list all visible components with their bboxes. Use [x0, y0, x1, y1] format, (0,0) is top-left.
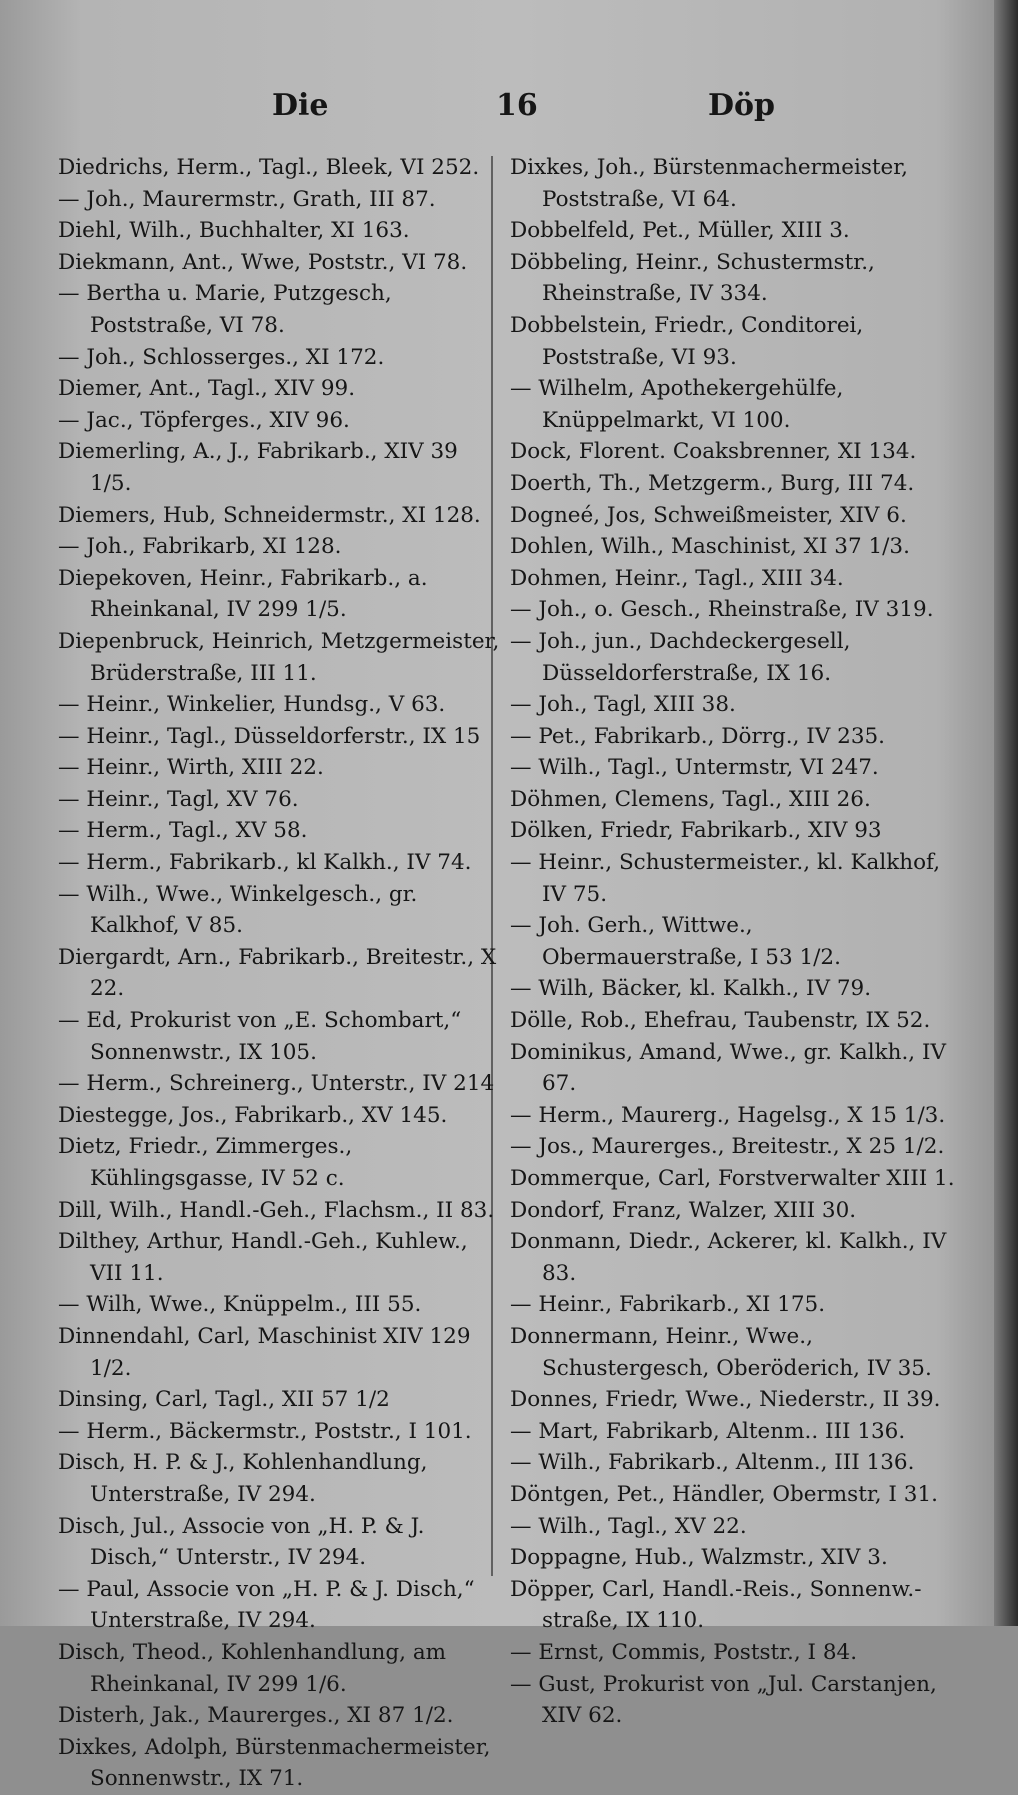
directory-entry: Dixkes, Joh., Bürstenmachermeister, Poststraße, VI 64. — [510, 155, 909, 212]
directory-entry: — Heinr., Fabrikarb., XI 175. — [510, 1292, 826, 1318]
directory-entry: Diepenbruck, Heinrich, Metzgermeister, Brüderstraße, III 11. — [58, 628, 500, 686]
directory-entry: Dinnendahl, Carl, Maschinist XIV 129 1/2. — [58, 1323, 471, 1381]
directory-entry: Diekmann, Ant., Wwe, Poststr., VI 78. — [58, 249, 468, 275]
directory-entry: — Wilhelm, Apothekergehülfe, Knüppelmarkt, VI 100. — [510, 376, 844, 433]
directory-entry: Dohmen, Heinr., Tagl., XIII 34. — [510, 565, 844, 591]
directory-entry: — Wilh., Fabrikarb., Altenm., III 136. — [510, 1450, 915, 1476]
directory-entry: Diestegge, Jos., Fabrikarb., XV 145. — [58, 1102, 448, 1128]
left-column — [58, 152, 506, 1795]
directory-entry: — Jos., Maurerges., Breitestr., X 25 1/2. — [510, 1134, 945, 1160]
right-column — [510, 152, 958, 1732]
directory-entry: Diemer, Ant., Tagl., XIV 99. — [58, 376, 356, 402]
directory-entry: — Herm., Tagl., XV 58. — [58, 818, 308, 844]
directory-entry: Disch, H. P. & J., Kohlenhandlung, Unterstraße, IV 294. — [58, 1450, 428, 1507]
directory-entry: — Gust, Prokurist von „Jul. Carstanjen, XIV 62. — [510, 1671, 937, 1729]
directory-entry: Disch, Jul., Associe von „H. P. & J. Disch,“ Unterstr., IV 294. — [58, 1513, 425, 1571]
directory-entry: Döhmen, Clemens, Tagl., XIII 26. — [510, 786, 871, 812]
directory-entry: Döpper, Carl, Handl.-Reis., Sonnenw.-straße, IX 110. — [510, 1576, 922, 1634]
directory-entry: — Jac., Töpferges., XIV 96. — [58, 407, 350, 433]
directory-entry: Dölken, Friedr, Fabrikarb., XIV 93 — [510, 818, 882, 844]
directory-entry: — Heinr., Tagl., Düsseldorferstr., IX 15 — [58, 723, 481, 749]
directory-entry: — Joh., jun., Dachdeckergesell, Düsseldorferstraße, IX 16. — [510, 628, 851, 686]
directory-entry: Diemers, Hub, Schneidermstr., XI 128. — [58, 502, 481, 528]
directory-entry: Dobbelstein, Friedr., Conditorei, Poststraße, VI 93. — [510, 312, 864, 370]
directory-entry: Doppagne, Hub., Walzmstr., XIV 3. — [510, 1545, 888, 1571]
directory-entry: Dinsing, Carl, Tagl., XII 57 1/2 — [58, 1387, 390, 1413]
directory-entry: — Joh., Fabrikarb, XI 128. — [58, 534, 342, 560]
directory-entry: Dondorf, Franz, Walzer, XIII 30. — [510, 1197, 857, 1223]
directory-entry: — Heinr., Wirth, XIII 22. — [58, 755, 324, 781]
directory-entry: Diepekoven, Heinr., Fabrikarb., a. Rheinkanal, IV 299 1/5. — [58, 565, 428, 623]
directory-entry: Diedrichs, Herm., Tagl., Bleek, VI 252. — [58, 155, 480, 180]
directory-entry: — Ed, Prokurist von „E. Schombart,“ Sonnenwstr., IX 105. — [58, 1008, 462, 1065]
directory-entry: Diergardt, Arn., Fabrikarb., Breitestr., X 22. — [58, 944, 497, 1002]
directory-entry: — Wilh., Wwe., Winkelgesch., gr. Kalkhof, V 85. — [58, 881, 418, 939]
directory-entry: — Joh., Tagl, XIII 38. — [510, 692, 736, 718]
header-right-keyword: Döp — [708, 88, 776, 123]
directory-entry: Döntgen, Pet., Händler, Obermstr, I 31. — [510, 1481, 938, 1507]
directory-entry: — Mart, Fabrikarb, Altenm.. III 136. — [510, 1418, 906, 1444]
directory-entry: Dill, Wilh., Handl.-Geh., Flachsm., II 83. — [58, 1197, 495, 1223]
directory-entry: — Joh., o. Gesch., Rheinstraße, IV 319. — [510, 597, 934, 623]
directory-entry: Dölle, Rob., Ehefrau, Taubenstr, IX 52. — [510, 1008, 931, 1034]
directory-entry: Dommerque, Carl, Forstverwalter XIII 1. — [510, 1166, 955, 1191]
directory-entry: Disch, Theod., Kohlenhandlung, am Rheinkanal, IV 299 1/6. — [58, 1639, 447, 1697]
directory-entry: Diemerling, A., J., Fabrikarb., XIV 39 1/5. — [58, 439, 458, 496]
directory-entry: — Joh., Maurermstr., Grath, III 87. — [58, 186, 436, 212]
directory-entry: Dohlen, Wilh., Maschinist, XI 37 1/3. — [510, 534, 910, 560]
directory-entry: Donnes, Friedr, Wwe., Niederstr., II 39. — [510, 1387, 941, 1413]
page-edge — [994, 0, 1018, 1626]
directory-entry: — Herm., Bäckermstr., Poststr., I 101. — [58, 1418, 472, 1444]
directory-entry: — Heinr., Schustermeister., kl. Kalkhof, IV 75. — [510, 850, 941, 907]
directory-entry: Donmann, Diedr., Ackerer, kl. Kalkh., IV 83. — [510, 1229, 947, 1286]
directory-entry: Disterh, Jak., Maurerges., XI 87 1/2. — [58, 1703, 454, 1729]
directory-entry: — Wilh., Tagl., XV 22. — [510, 1513, 747, 1539]
directory-entry: — Wilh, Bäcker, kl. Kalkh., IV 79. — [510, 976, 872, 1002]
directory-entry: — Herm., Schreinerg., Unterstr., IV 214 — [58, 1071, 495, 1097]
directory-entry: — Heinr., Tagl, XV 76. — [58, 786, 299, 812]
directory-entry: Dobbelfeld, Pet., Müller, XIII 3. — [510, 218, 850, 244]
directory-entry: — Bertha u. Marie, Putzgesch, Poststraße, VI 78. — [58, 281, 392, 338]
directory-entry: Diehl, Wilh., Buchhalter, XI 163. — [58, 218, 410, 244]
directory-entry: — Joh. Gerh., Wittwe., Obermauerstraße, I 53 1/2. — [510, 913, 841, 970]
directory-entry: Dominikus, Amand, Wwe., gr. Kalkh., IV 67. — [510, 1039, 946, 1097]
directory-entry: Dietz, Friedr., Zimmerges., Kühlingsgasse, IV 52 c. — [58, 1134, 353, 1191]
directory-entry: Donnermann, Heinr., Wwe., Schustergesch, Oberöderich, IV 35. — [510, 1323, 932, 1381]
directory-entry: — Joh., Schlosserges., XI 172. — [58, 344, 385, 370]
directory-entry: — Pet., Fabrikarb., Dörrg., IV 235. — [510, 723, 886, 749]
directory-entry: Dixkes, Adolph, Bürstenmachermeister, Sonnenwstr., IX 71. — [58, 1734, 491, 1792]
directory-entry: — Wilh., Tagl., Untermstr, VI 247. — [510, 755, 879, 781]
directory-entry: — Herm., Maurerg., Hagelsg., X 15 1/3. — [510, 1102, 946, 1128]
directory-entry: Döbbeling, Heinr., Schustermstr., Rheinstraße, IV 334. — [510, 249, 875, 307]
directory-entry: Dogneé, Jos, Schweißmeister, XIV 6. — [510, 502, 907, 528]
directory-entry: Dock, Florent. Coaksbrenner, XI 134. — [510, 439, 917, 465]
header-left-keyword: Die — [272, 88, 329, 123]
page-header — [60, 88, 960, 128]
page-number: 16 — [496, 88, 538, 123]
directory-entry: — Paul, Associe von „H. P. & J. Disch,“ Unterstraße, IV 294. — [58, 1576, 475, 1634]
directory-entry: Dilthey, Arthur, Handl.-Geh., Kuhlew., VII 11. — [58, 1229, 468, 1286]
directory-entry: Doerth, Th., Metzgerm., Burg, III 74. — [510, 470, 915, 496]
directory-entry: — Ernst, Commis, Poststr., I 84. — [510, 1639, 858, 1665]
directory-entry: — Heinr., Winkelier, Hundsg., V 63. — [58, 692, 446, 718]
directory-entry: — Herm., Fabrikarb., kl Kalkh., IV 74. — [58, 850, 472, 876]
directory-entry: — Wilh, Wwe., Knüppelm., III 55. — [58, 1292, 422, 1318]
